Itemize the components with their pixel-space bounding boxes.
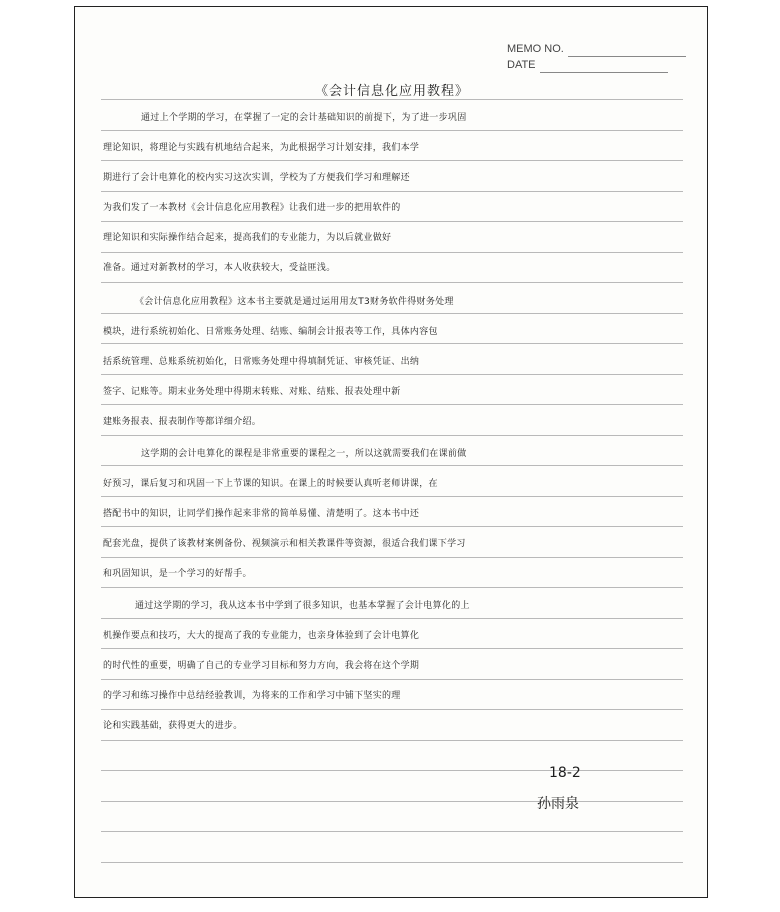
signature-date: 18-2 xyxy=(549,765,581,781)
paragraph-1-line-1: 通过上个学期的学习，在掌握了一定的会计基础知识的前提下，为了进一步巩固 xyxy=(141,113,467,123)
signature-name: 孙雨泉 xyxy=(537,796,579,812)
paragraph-4-line-3: 的时代性的重要，明确了自己的专业学习目标和努力方向，我会将在这个学期 xyxy=(103,661,420,671)
paragraph-1-line-3: 期进行了会计电算化的校内实习这次实训，学校为了方便我们学习和理解还 xyxy=(103,173,410,183)
paragraph-4-line-1: 通过这学期的学习，我从这本书中学到了很多知识，也基本掌握了会计电算化的上 xyxy=(135,601,470,611)
paragraph-2-line-3: 括系统管理、总账系统初始化，日常账务处理中得填制凭证、审核凭证、出纳 xyxy=(103,357,420,367)
paragraph-1-line-2: 理论知识，将理论与实践有机地结合起来，为此根据学习计划安排，我们本学 xyxy=(103,143,420,153)
memo-page xyxy=(74,6,708,898)
paragraph-1-line-5: 理论知识和实际操作结合起来，提高我们的专业能力，为以后就业做好 xyxy=(103,233,392,243)
paragraph-2-line-4: 签字、记账等。期末业务处理中得期末转账、对账、结账、报表处理中新 xyxy=(103,387,401,397)
paragraph-3-line-2: 好预习，课后复习和巩固一下上节课的知识。在课上的时候要认真听老师讲课，在 xyxy=(103,479,438,489)
paragraph-1-line-6: 准备。通过对新教材的学习，本人收获较大，受益匪浅。 xyxy=(103,263,336,273)
paragraph-2-line-1: 《会计信息化应用教程》这本书主要就是通过运用用友T3财务软件得财务处理 xyxy=(135,297,454,307)
essay xyxy=(75,7,708,898)
paragraph-4-line-2: 机操作要点和技巧，大大的提高了我的专业能力，也亲身体验到了会计电算化 xyxy=(103,631,420,641)
paragraph-4-line-5: 论和实践基础，获得更大的进步。 xyxy=(103,721,243,731)
paragraph-3-line-1: 这学期的会计电算化的课程是非常重要的课程之一，所以这就需要我们在课前做 xyxy=(141,449,467,459)
paragraph-3-line-3: 搭配书中的知识，让同学们操作起来非常的简单易懂、清楚明了。这本书中还 xyxy=(103,509,420,519)
date-label: DATE xyxy=(507,59,536,71)
essay-title: 《会计信息化应用教程》 xyxy=(314,84,469,99)
paragraph-1-line-4: 为我们发了一本教材《会计信息化应用教程》让我们进一步的把用软件的 xyxy=(103,203,401,213)
paragraph-2-line-2: 模块，进行系统初始化、日常账务处理、结账、编制会计报表等工作，具体内容包 xyxy=(103,327,438,337)
paragraph-3-line-5: 和巩固知识，是一个学习的好帮手。 xyxy=(103,569,252,579)
paragraph-3-line-4: 配套光盘，提供了该教材案例备份、视频演示和相关教课件等资源，很适合我们课下学习 xyxy=(103,539,466,549)
paragraph-4-line-4: 的学习和练习操作中总结经验教训，为将来的工作和学习中铺下坚实的理 xyxy=(103,691,401,701)
memo-no-label: MEMO NO. xyxy=(507,43,564,55)
paragraph-2-line-5: 建账务报表、报表制作等都详细介绍。 xyxy=(103,417,262,427)
